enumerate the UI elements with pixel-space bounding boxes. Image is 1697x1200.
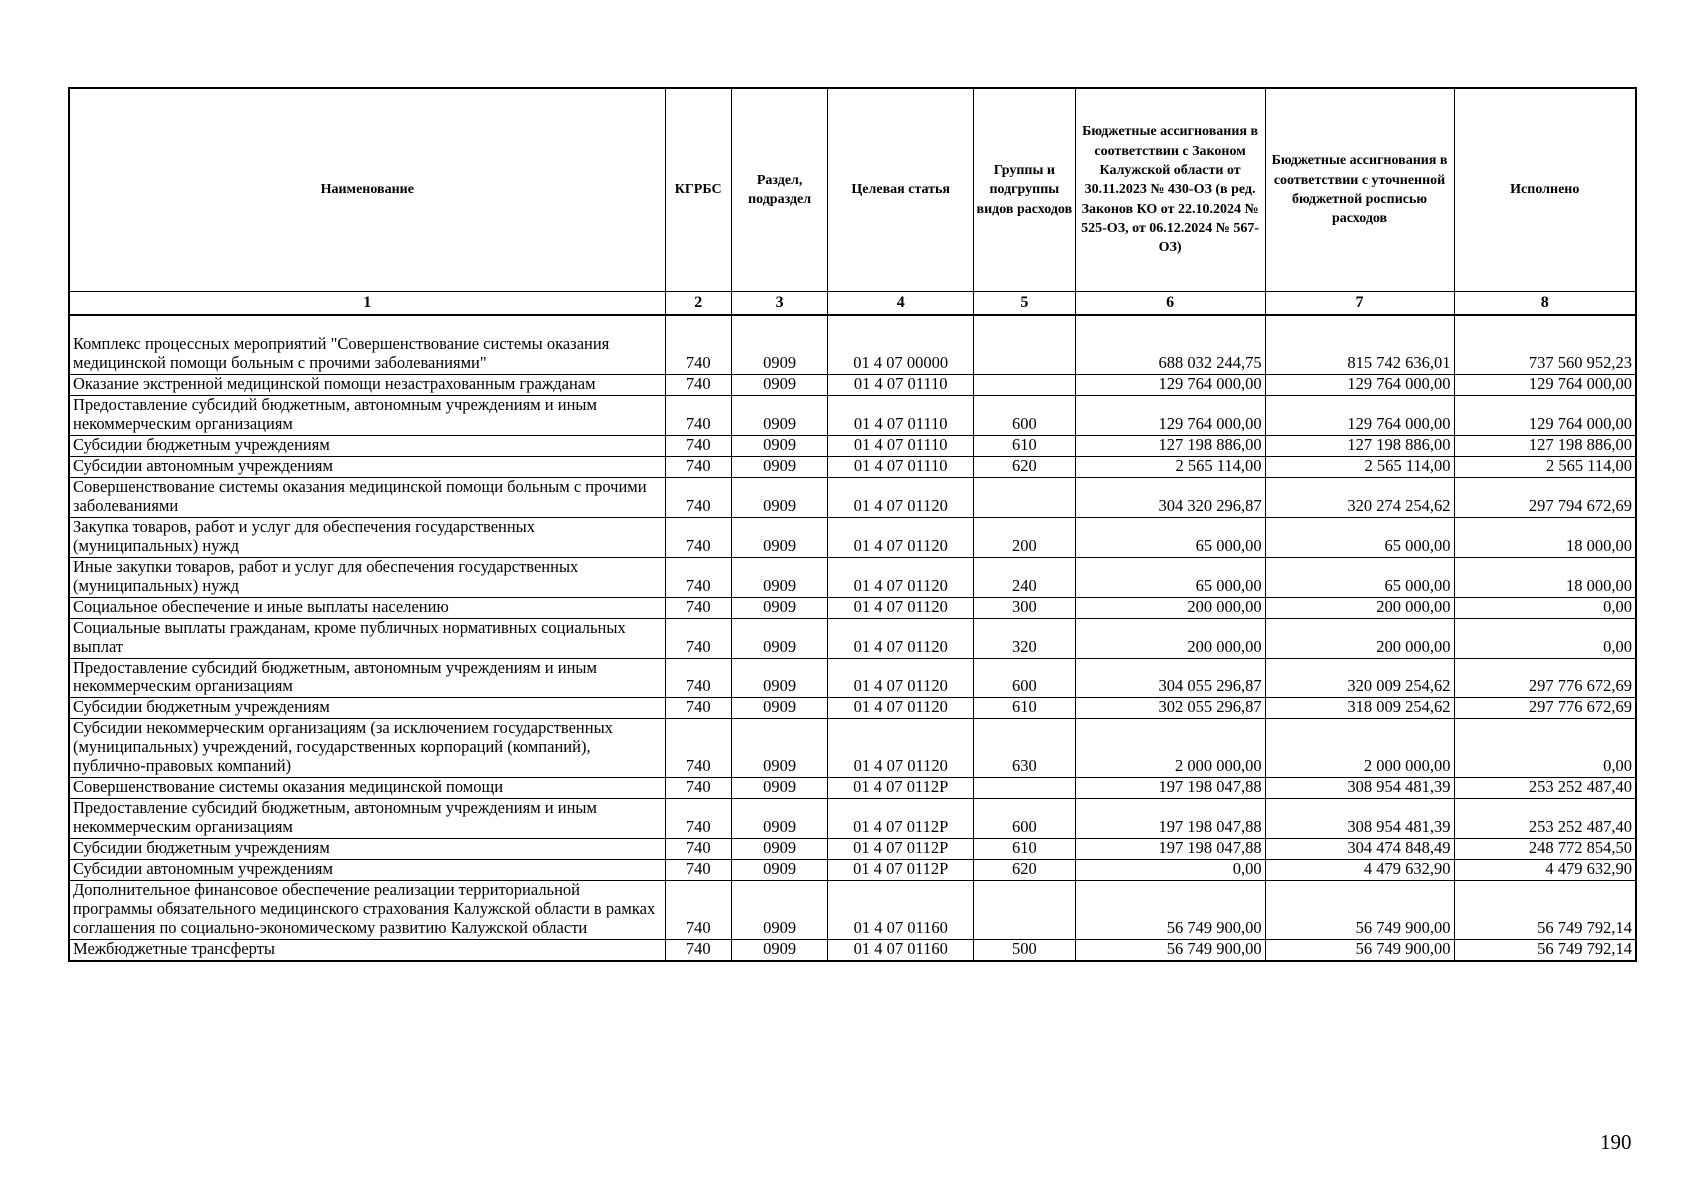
table-row [69,940,1636,961]
cell-expense-group: 200 [974,517,1076,557]
spacer-cell [1075,315,1265,335]
table-row [69,456,1636,477]
cell-target: 01 4 07 01120 [828,658,974,698]
cell-section: 0909 [731,778,827,799]
table-row [69,698,1636,719]
col-number: 8 [1454,292,1636,316]
cell-target: 01 4 07 01110 [828,456,974,477]
table-row [69,881,1636,940]
cell-name: Субсидии бюджетным учреждениям [69,435,665,456]
table-row [69,395,1636,435]
cell-section: 0909 [731,395,827,435]
cell-executed: 56 749 792,14 [1454,940,1636,961]
cell-target: 01 4 07 0112Р [828,799,974,839]
cell-kgrbs: 740 [665,435,731,456]
col-number: 7 [1265,292,1454,316]
cell-executed: 18 000,00 [1454,557,1636,597]
cell-kgrbs: 740 [665,557,731,597]
cell-budget-refined: 320 274 254,62 [1265,477,1454,517]
spacer-cell [665,315,731,335]
cell-name: Межбюджетные трансферты [69,940,665,961]
cell-section: 0909 [731,618,827,658]
cell-budget-law: 197 198 047,88 [1075,839,1265,860]
cell-name: Субсидии автономным учреждениям [69,456,665,477]
cell-kgrbs: 740 [665,799,731,839]
cell-budget-law: 304 055 296,87 [1075,658,1265,698]
cell-budget-refined: 65 000,00 [1265,517,1454,557]
cell-budget-law: 65 000,00 [1075,557,1265,597]
cell-executed: 129 764 000,00 [1454,374,1636,395]
cell-expense-group [974,881,1076,940]
cell-section: 0909 [731,456,827,477]
cell-kgrbs: 740 [665,778,731,799]
cell-budget-refined: 304 474 848,49 [1265,839,1454,860]
table-row [69,517,1636,557]
cell-executed: 253 252 487,40 [1454,778,1636,799]
cell-name: Иные закупки товаров, работ и услуг для обеспечения государственных (муниципальных) нужд [69,557,665,597]
cell-budget-refined: 56 749 900,00 [1265,881,1454,940]
cell-executed: 2 565 114,00 [1454,456,1636,477]
cell-budget-refined: 127 198 886,00 [1265,435,1454,456]
table-row [69,719,1636,778]
col-number: 2 [665,292,731,316]
cell-executed: 129 764 000,00 [1454,395,1636,435]
spacer-cell [69,315,665,335]
table-row [69,435,1636,456]
cell-name: Совершенствование системы оказания медицинской помощи [69,778,665,799]
spacer-cell [1454,315,1636,335]
cell-budget-refined: 65 000,00 [1265,557,1454,597]
cell-executed: 248 772 854,50 [1454,839,1636,860]
cell-section: 0909 [731,435,827,456]
table-row [69,839,1636,860]
cell-target: 01 4 07 01120 [828,477,974,517]
cell-expense-group [974,477,1076,517]
cell-kgrbs: 740 [665,860,731,881]
col-number: 4 [828,292,974,316]
cell-section: 0909 [731,799,827,839]
cell-budget-law: 56 749 900,00 [1075,881,1265,940]
cell-name: Дополнительное финансовое обеспечение реализации территориальной программы обязательного медицинского страхования Калужской области в рамках соглашения по социально-экономическому развитию Калужской области [69,881,665,940]
cell-target: 01 4 07 01120 [828,698,974,719]
cell-name: Социальные выплаты гражданам, кроме публичных нормативных социальных выплат [69,618,665,658]
cell-budget-law: 688 032 244,75 [1075,335,1265,374]
cell-budget-law: 197 198 047,88 [1075,778,1265,799]
cell-target: 01 4 07 01120 [828,557,974,597]
cell-section: 0909 [731,374,827,395]
cell-executed: 297 776 672,69 [1454,658,1636,698]
cell-budget-law: 0,00 [1075,860,1265,881]
table-row [69,477,1636,517]
col-header-budget-law: Бюджетные ассигнования в соответствии с Законом Калужской области от 30.11.2023 № 430-ОЗ (в ред. Законов КО от 22.10.2024 № 525-ОЗ, от 06.12.2024 № 567-ОЗ) [1075,88,1265,292]
cell-kgrbs: 740 [665,335,731,374]
col-header-section: Раздел, подраздел [731,88,827,292]
cell-target: 01 4 07 01120 [828,517,974,557]
cell-section: 0909 [731,335,827,374]
col-number: 1 [69,292,665,316]
cell-expense-group: 600 [974,799,1076,839]
cell-budget-law: 200 000,00 [1075,597,1265,618]
cell-target: 01 4 07 01110 [828,435,974,456]
cell-section: 0909 [731,658,827,698]
col-number: 3 [731,292,827,316]
spacer-cell [974,315,1076,335]
cell-kgrbs: 740 [665,839,731,860]
cell-expense-group [974,374,1076,395]
cell-section: 0909 [731,477,827,517]
col-header-expense-group: Группы и подгруппы видов расходов [974,88,1076,292]
cell-name: Предоставление субсидий бюджетным, автономным учреждениям и иным некоммерческим организациям [69,658,665,698]
cell-executed: 297 794 672,69 [1454,477,1636,517]
cell-name: Комплекс процессных мероприятий "Совершенствование системы оказания медицинской помощи больным с прочими заболеваниями" [69,335,665,374]
cell-budget-refined: 2 000 000,00 [1265,719,1454,778]
table-header [69,88,1636,315]
table-row [69,618,1636,658]
cell-budget-refined: 129 764 000,00 [1265,374,1454,395]
cell-executed: 127 198 886,00 [1454,435,1636,456]
cell-name: Субсидии автономным учреждениям [69,860,665,881]
cell-section: 0909 [731,860,827,881]
cell-budget-refined: 308 954 481,39 [1265,778,1454,799]
cell-section: 0909 [731,597,827,618]
cell-budget-law: 302 055 296,87 [1075,698,1265,719]
cell-executed: 0,00 [1454,719,1636,778]
col-number: 5 [974,292,1076,316]
cell-name: Субсидии некоммерческим организациям (за исключением государственных (муниципальных) учреждений, государственных корпораций (компаний), публично-правовых компаний) [69,719,665,778]
table-row [69,860,1636,881]
budget-table [68,87,1637,962]
cell-budget-law: 197 198 047,88 [1075,799,1265,839]
cell-budget-refined: 318 009 254,62 [1265,698,1454,719]
cell-target: 01 4 07 01110 [828,374,974,395]
cell-budget-law: 129 764 000,00 [1075,374,1265,395]
cell-name: Социальное обеспечение и иные выплаты населению [69,597,665,618]
cell-name: Предоставление субсидий бюджетным, автономным учреждениям и иным некоммерческим организациям [69,395,665,435]
cell-expense-group: 300 [974,597,1076,618]
spacer-cell [731,315,827,335]
col-header-kgrbs: КГРБС [665,88,731,292]
cell-budget-refined: 815 742 636,01 [1265,335,1454,374]
table-row [69,557,1636,597]
cell-expense-group: 600 [974,658,1076,698]
cell-expense-group: 500 [974,940,1076,961]
cell-section: 0909 [731,698,827,719]
cell-expense-group [974,335,1076,374]
cell-budget-law: 304 320 296,87 [1075,477,1265,517]
cell-budget-refined: 4 479 632,90 [1265,860,1454,881]
cell-kgrbs: 740 [665,597,731,618]
cell-executed: 56 749 792,14 [1454,881,1636,940]
cell-section: 0909 [731,881,827,940]
cell-expense-group: 320 [974,618,1076,658]
cell-kgrbs: 740 [665,456,731,477]
cell-kgrbs: 740 [665,374,731,395]
table-row [69,335,1636,374]
cell-executed: 18 000,00 [1454,517,1636,557]
cell-target: 01 4 07 0112Р [828,860,974,881]
cell-section: 0909 [731,719,827,778]
cell-executed: 737 560 952,23 [1454,335,1636,374]
cell-target: 01 4 07 01110 [828,395,974,435]
cell-budget-refined: 129 764 000,00 [1265,395,1454,435]
cell-budget-refined: 2 565 114,00 [1265,456,1454,477]
cell-name: Совершенствование системы оказания медицинской помощи больным с прочими заболеваниями [69,477,665,517]
cell-executed: 4 479 632,90 [1454,860,1636,881]
col-header-target: Целевая статья [828,88,974,292]
cell-target: 01 4 07 01120 [828,618,974,658]
cell-expense-group: 610 [974,698,1076,719]
cell-kgrbs: 740 [665,395,731,435]
cell-budget-law: 65 000,00 [1075,517,1265,557]
cell-target: 01 4 07 00000 [828,335,974,374]
table-row [69,778,1636,799]
col-header-budget-refined: Бюджетные ассигнования в соответствии с уточненной бюджетной росписью расходов [1265,88,1454,292]
cell-kgrbs: 740 [665,698,731,719]
cell-budget-law: 129 764 000,00 [1075,395,1265,435]
table-row [69,374,1636,395]
cell-name: Оказание экстренной медицинской помощи незастрахованным гражданам [69,374,665,395]
cell-expense-group: 620 [974,456,1076,477]
cell-executed: 0,00 [1454,597,1636,618]
spacer-cell [1265,315,1454,335]
cell-executed: 0,00 [1454,618,1636,658]
cell-budget-law: 127 198 886,00 [1075,435,1265,456]
table-row [69,597,1636,618]
cell-budget-refined: 320 009 254,62 [1265,658,1454,698]
cell-target: 01 4 07 01160 [828,940,974,961]
cell-section: 0909 [731,940,827,961]
cell-expense-group: 620 [974,860,1076,881]
cell-target: 01 4 07 0112Р [828,839,974,860]
cell-target: 01 4 07 0112Р [828,778,974,799]
cell-kgrbs: 740 [665,658,731,698]
cell-kgrbs: 740 [665,719,731,778]
cell-target: 01 4 07 01120 [828,719,974,778]
cell-budget-law: 2 565 114,00 [1075,456,1265,477]
cell-kgrbs: 740 [665,618,731,658]
cell-budget-law: 200 000,00 [1075,618,1265,658]
cell-kgrbs: 740 [665,940,731,961]
cell-budget-law: 2 000 000,00 [1075,719,1265,778]
col-header-executed: Исполнено [1454,88,1636,292]
cell-expense-group: 600 [974,395,1076,435]
cell-section: 0909 [731,557,827,597]
cell-budget-refined: 308 954 481,39 [1265,799,1454,839]
cell-expense-group: 240 [974,557,1076,597]
col-header-name: Наименование [69,88,665,292]
cell-name: Предоставление субсидий бюджетным, автономным учреждениям и иным некоммерческим организациям [69,799,665,839]
cell-kgrbs: 740 [665,881,731,940]
cell-budget-law: 56 749 900,00 [1075,940,1265,961]
cell-expense-group: 610 [974,435,1076,456]
cell-executed: 297 776 672,69 [1454,698,1636,719]
table-row [69,658,1636,698]
cell-executed: 253 252 487,40 [1454,799,1636,839]
cell-target: 01 4 07 01160 [828,881,974,940]
cell-name: Субсидии бюджетным учреждениям [69,698,665,719]
page-number: 190 [1600,1130,1632,1154]
cell-expense-group: 630 [974,719,1076,778]
cell-section: 0909 [731,839,827,860]
cell-target: 01 4 07 01120 [828,597,974,618]
cell-budget-refined: 200 000,00 [1265,597,1454,618]
spacer-cell [828,315,974,335]
table-body [69,315,1636,961]
cell-kgrbs: 740 [665,477,731,517]
cell-expense-group: 610 [974,839,1076,860]
cell-name: Субсидии бюджетным учреждениям [69,839,665,860]
col-number: 6 [1075,292,1265,316]
spacer-row [69,315,1636,335]
cell-section: 0909 [731,517,827,557]
cell-budget-refined: 200 000,00 [1265,618,1454,658]
table-row [69,799,1636,839]
cell-name: Закупка товаров, работ и услуг для обеспечения государственных (муниципальных) нужд [69,517,665,557]
cell-budget-refined: 56 749 900,00 [1265,940,1454,961]
cell-kgrbs: 740 [665,517,731,557]
cell-expense-group [974,778,1076,799]
